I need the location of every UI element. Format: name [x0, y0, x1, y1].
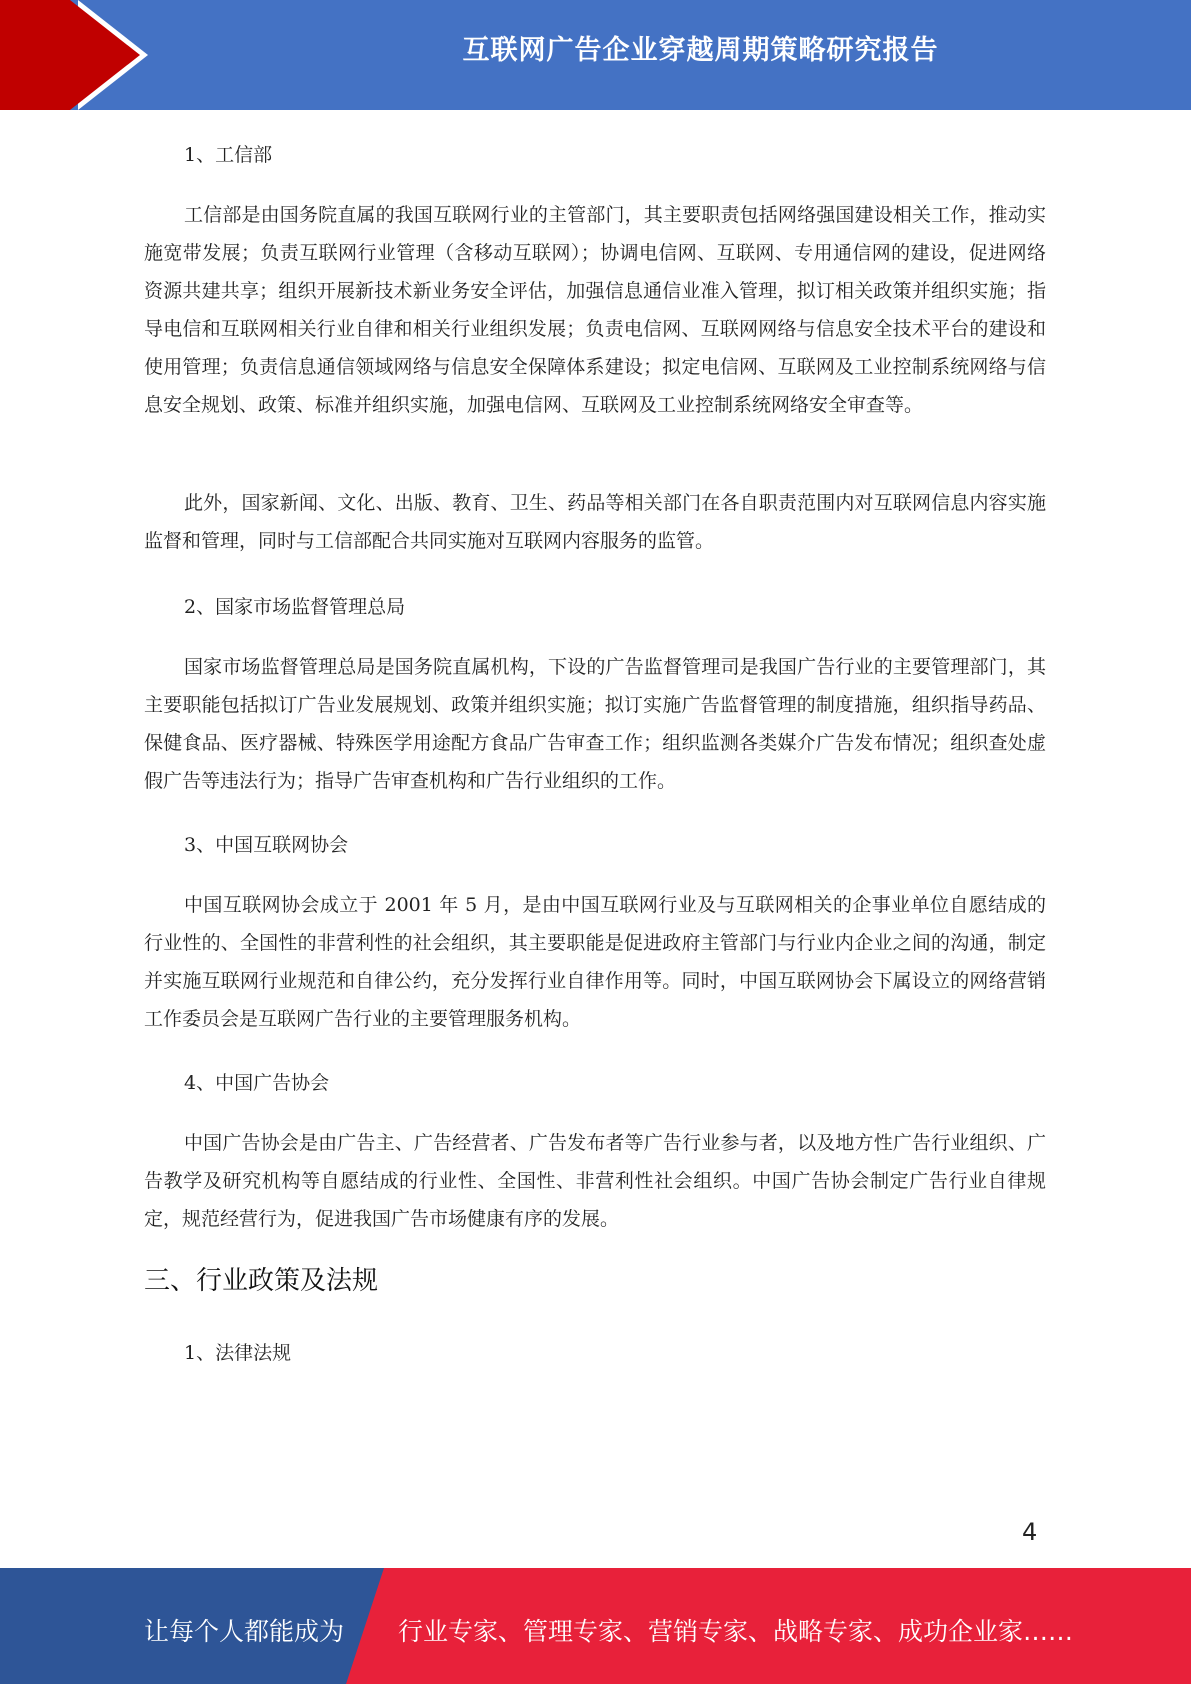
paragraph-samr: 国家市场监督管理总局是国务院直属机构，下设的广告监督管理司是我国广告行业的主要管理部门，其主要职能包括拟订广告业发展规划、政策并组织实施；拟订实施广告监督管理的制度措施，组织指导药品、保健食品、医疗器械、特殊医学用途配方食品广告审查工作；组织监测各类媒介广告发布情况；组织查处虚假广告等违法行为；指导广告审查机构和广告行业组织的工作。	[144, 656, 1046, 792]
paragraph-other-departments: 此外，国家新闻、文化、出版、教育、卫生、药品等相关部门在各自职责范围内对互联网信息内容实施监督和管理，同时与工信部配合共同实施对互联网内容服务的监管。	[144, 492, 1046, 552]
paragraph-isc: 中国互联网协会成立于 2001 年 5 月，是由中国互联网行业及与互联网相关的企事业单位自愿结成的行业性的、全国性的非营利性的社会组织，其主要职能是促进政府主管部门与行业内企业之间的沟通，制定并实施互联网行业规范和自律公约，充分发挥行业自律作用等。同时，中国互联网协会下属设立的网络营销工作委员会是互联网广告行业的主要管理服务机构。	[144, 894, 1046, 1030]
footer-slant	[346, 1568, 384, 1684]
report-title: 互联网广告企业穿越周期策略研究报告	[462, 35, 939, 66]
subheading-samr: 2、国家市场监督管理总局	[184, 596, 406, 618]
paragraph-caa: 中国广告协会是由广告主、广告经营者、广告发布者等广告行业参与者，以及地方性广告行业组织、广告教学及研究机构等自愿结成的行业性、全国性、非营利性社会组织。中国广告协会制定广告行业自律规定，规范经营行为，促进我国广告市场健康有序的发展。	[144, 1132, 1046, 1230]
footer-slogan-left: 让每个人都能成为	[144, 1617, 345, 1646]
subheading-laws: 1、法律法规	[184, 1342, 292, 1364]
subheading-caa: 4、中国广告协会	[184, 1072, 330, 1094]
footer-slogan-right: 行业专家、管理专家、营销专家、战略专家、成功企业家……	[398, 1617, 1074, 1646]
section-heading-policy: 三、行业政策及法规	[144, 1266, 379, 1296]
header-chevron-red	[70, 0, 140, 110]
subheading-isc: 3、中国互联网协会	[184, 834, 349, 856]
page-number: 4	[1022, 1518, 1038, 1546]
paragraph-miit: 工信部是由国务院直属的我国互联网行业的主管部门，其主要职责包括网络强国建设相关工作，推动实施宽带发展；负责互联网行业管理（含移动互联网）；协调电信网、互联网、专用通信网的建设，促进网络资源共建共享；组织开展新技术新业务安全评估，加强信息通信业准入管理，拟订相关政策并组织实施；指导电信和互联网相关行业自律和相关行业组织发展；负责电信网、互联网网络与信息安全技术平台的建设和使用管理；负责信息通信领域网络与信息安全保障体系建设；拟定电信网、互联网及工业控制系统网络与信息安全规划、政策、标准并组织实施，加强电信网、互联网及工业控制系统网络安全审查等。	[144, 204, 1046, 416]
header-red-block	[0, 0, 70, 110]
subheading-miit: 1、工信部	[184, 144, 273, 166]
page-footer	[0, 1568, 1191, 1684]
page-header	[0, 0, 1191, 110]
